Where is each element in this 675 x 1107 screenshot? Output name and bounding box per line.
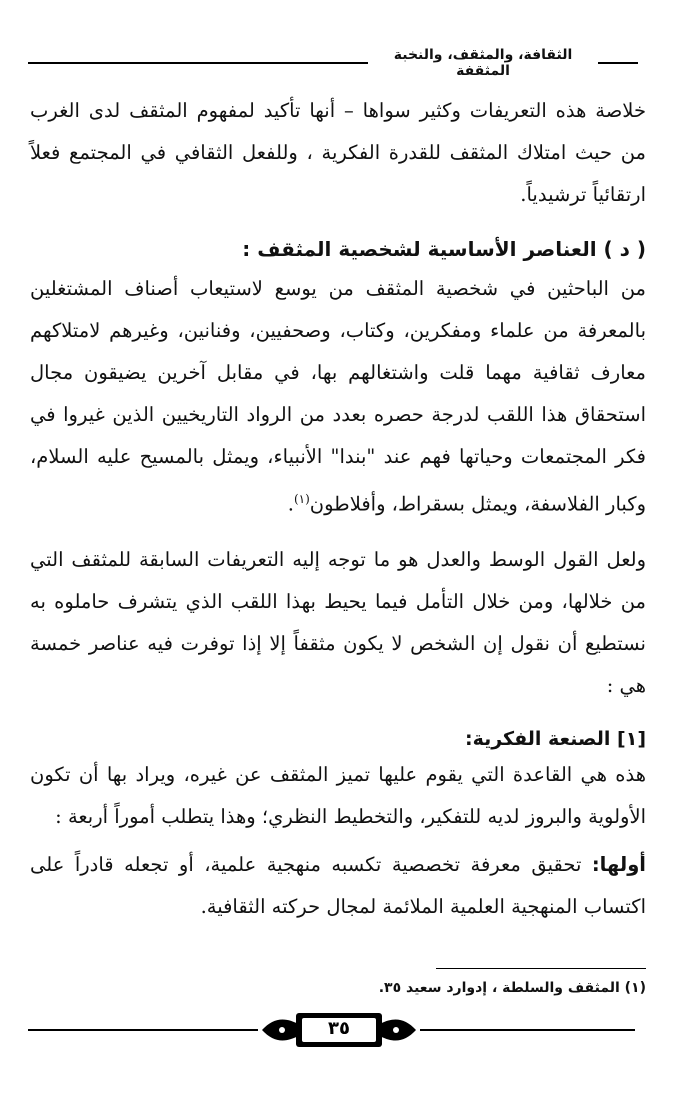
footnote-reference[interactable]: (١)	[293, 492, 310, 506]
footer-rule-left	[28, 1029, 258, 1031]
header-rule-left	[28, 62, 368, 64]
paragraph-1: خلاصة هذه التعريفات وكثير سواها – أنها تأكيد لمفهوم المثقف لدى الغرب من حيث امتلاك المثقف للقدرة الفكرية ، وللفعل الثقافي في المجتمع فعلاً ارتقائياً ترشيدياً.	[30, 99, 646, 206]
paragraph-5-lead: أولها:	[591, 853, 646, 876]
subheading-intellectual-craft: [١] الصنعة الفكرية:	[464, 728, 646, 750]
paragraph-2-end: .	[287, 492, 294, 516]
paragraph-4: هذه هي القاعدة التي يقوم عليها تميز المثقف عن غيره، ويراد بها أن تكون الأولوية والبروز لديه للتفكير، والتخطيط النظري؛ وهذا يتطلب أموراً أربعة :	[30, 763, 646, 828]
footnote: (١) المثقف والسلطة ، إدوارد سعيد ٣٥.	[378, 980, 646, 996]
paragraph-5	[30, 844, 646, 928]
running-header: الثقافة، والمثقف، والنخبة المثقفة	[393, 47, 573, 79]
page-number: ٣٥	[328, 1018, 350, 1039]
footnote-rule	[436, 968, 646, 969]
footer-rule-right	[420, 1029, 635, 1031]
section-heading-d: ( د ) العناصر الأساسية لشخصية المثقف :	[242, 237, 646, 261]
paragraph-3: ولعل القول الوسط والعدل هو ما توجه إليه التعريفات السابقة للمثقف التي من خلالها، ومن خلال التأمل فيما يحيط بهذا اللقب الذي يتشرف حاملوه به نستطيع أن نقول إن الشخص لا يكون مثقفاً إلا إذا توفرت فيه عناصر خمسة هي :	[30, 548, 646, 697]
paragraph-5-text: تحقيق معرفة تخصصية تكسبه منهجية علمية، أو تجعله قادراً على اكتساب المنهجية العلمية الملائمة لمجال حركته الثقافية.	[30, 853, 646, 918]
header-rule-right	[598, 62, 638, 64]
paragraph-2-text: من الباحثين في شخصية المثقف من يوسع لاستيعاب أصناف المشتغلين بالمعرفة من علماء ومفكرين، وكتاب، وصحفيين، وفنانين، وغيرهم لامتلاكهم معارف ثقافية مهما قلت واشتغالهم بها، في مقابل آخرين يضيقون مجال استحقاق هذا اللقب لدرجة حصره بعدد من الرواد التاريخيين الذين غيروا في فكر المجتمعات وحياتها فهم عند "بندا" الأنبياء، ويمثل بالمسيح عليه السلام، وكبار الفلاسفة، ويمثل بسقراط، وأفلاطون	[30, 277, 646, 516]
paragraph-2	[30, 268, 646, 526]
